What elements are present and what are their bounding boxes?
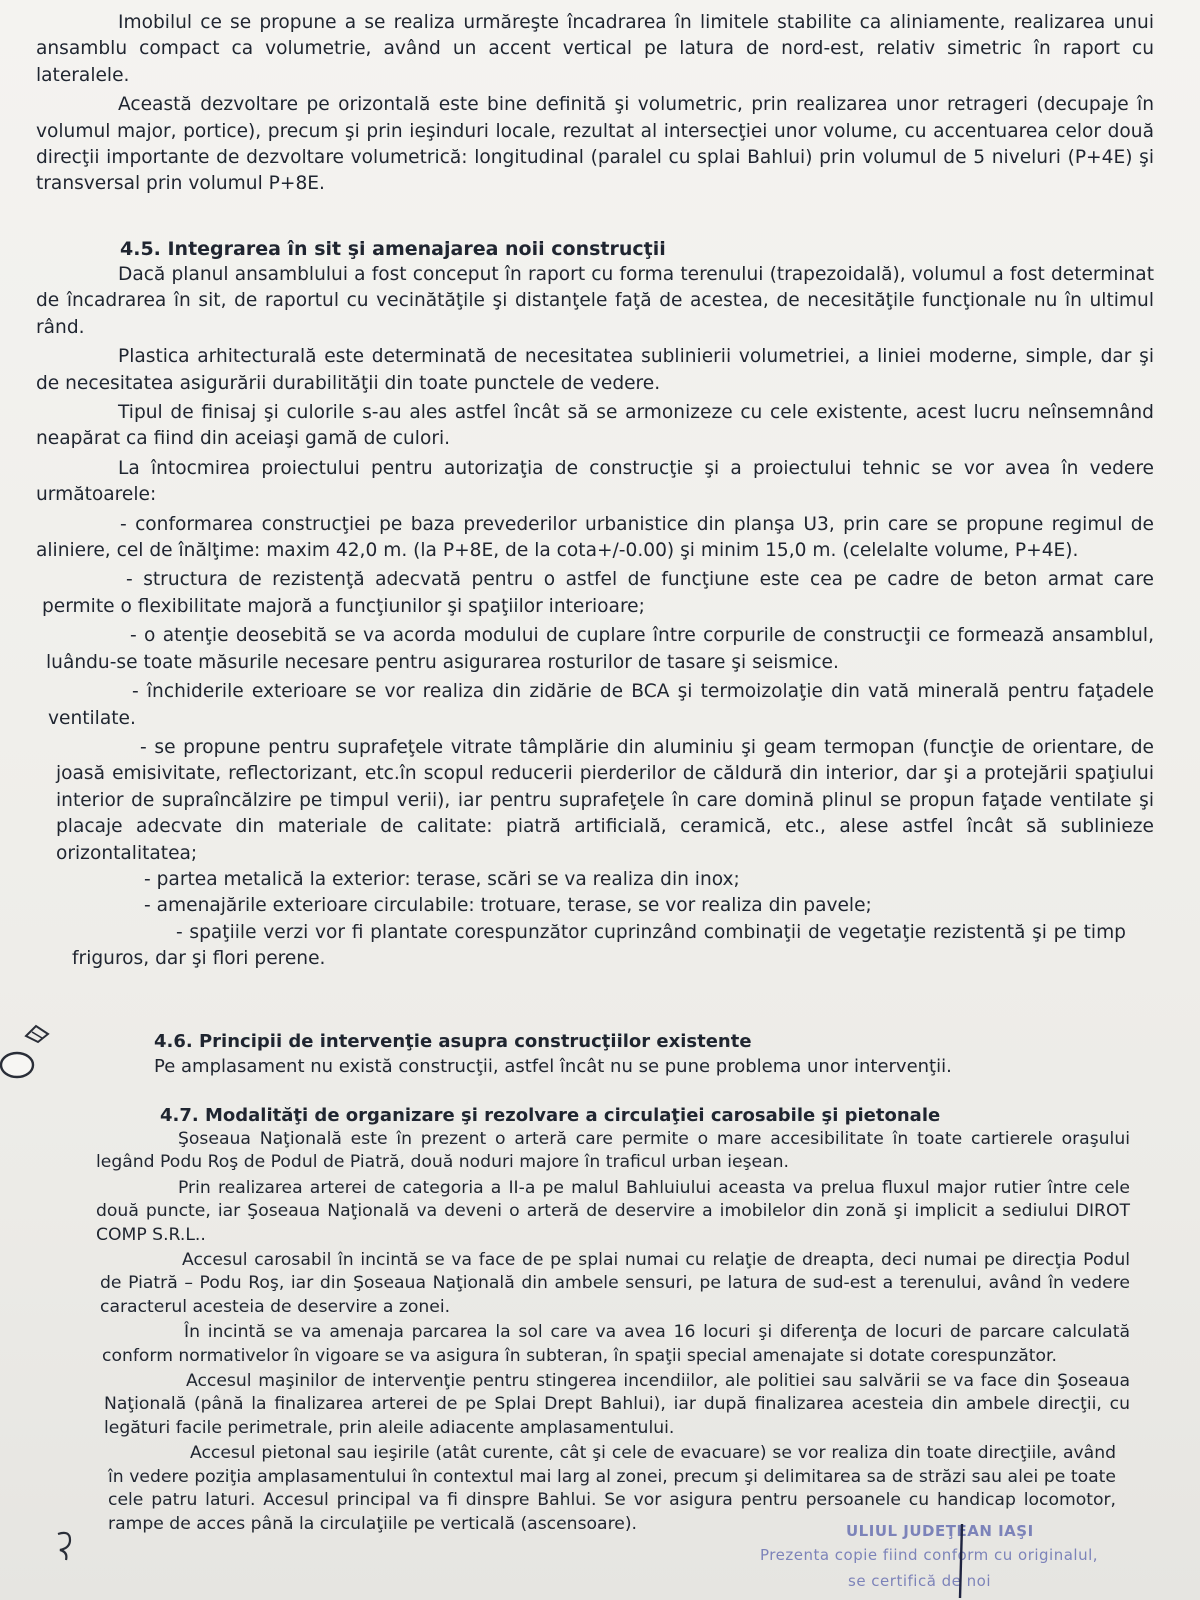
paragraph: Prin realizarea arterei de categoria a II-a pe malul Bahluiului aceasta va prelua fluxul major rutier între cele două puncte, iar Şoseaua Naţională va deveni o arteră de deservire a imobilelor din zonă şi implicit a sediului DIROT COMP S.R.L.. — [96, 1177, 1130, 1245]
paragraph: Pe amplasament nu există construcţii, astfel încât nu se pune problema unor intervenţii. — [154, 1056, 952, 1077]
punch-hole-icon — [0, 1050, 40, 1084]
stamp-line: Prezenta copie fiind conform cu originalul, — [760, 1546, 1099, 1564]
paragraph: Această dezvoltare pe orizontală este bine definită şi volumetric, prin realizarea unor retrageri (decupaje în volumul major, portice), precum şi prin ieşinduri locale, rezultat al intersecţiei unor volume, cu accentuarea celor două direcţii importante de dezvoltare volumetrică: longitudinal (paralel cu splai Bahlui) prin volumul de 5 niveluri (P+4E) şi transversal prin volumul P+8E. — [36, 94, 1154, 195]
list-item: - partea metalică la exterior: terase, scări se va realiza din inox; — [144, 868, 740, 890]
section-4-7 — [96, 1104, 1130, 1536]
paragraph: Tipul de finisaj şi culorile s-au ales astfel încât să se armonizeze cu cele existente, acest lucru neînsemnând neapărat ca fiind din aceiaşi gamă de culori. — [36, 402, 1154, 450]
section-heading: 4.7. Modalităţi de organizare şi rezolvare a circulaţiei carosabile şi pietonale — [160, 1105, 941, 1126]
list-item: - se propune pentru suprafeţele vitrate tâmplărie din aluminiu şi geam termopan (funcţie de orientare, de joasă emisivitate, reflectorizant, etc.în scopul reducerii pierderilor de căldură din interior, dar şi a protejării spaţiului interior de supraîncălzire pe timpul verii), iar pentru suprafeţele în care domină plinul se propun faţade ventilate şi placaje adecvate din materiale de calitate: piatră artificială, ceramică, etc., alese astfel încât să sublinieze orizontalitatea; — [56, 736, 1154, 864]
section-heading: 4.6. Principii de intervenţie asupra construcţiilor existente — [154, 1031, 752, 1052]
margin-pin-icon — [22, 1022, 52, 1048]
paragraph: Accesul carosabil în incintă se va face de pe splai numai cu relaţie de dreapta, deci numai pe direcţia Podul de Piatră – Podu Roş, iar din Şoseaua Naţională din ambele sensuri, pe latura de sud-est a terenului, având în vedere caracterul acesteia de deservire a zonei. — [100, 1250, 1130, 1317]
list-item: - amenajările exterioare circulabile: trotuare, terase, se vor realiza din pavele; — [144, 895, 872, 917]
paragraph: La întocmirea proiectului pentru autorizaţia de construcţie şi a proiectului tehnic se vor avea în vedere următoarele: — [36, 457, 1154, 506]
list-item: - închiderile exterioare se vor realiza din zidărie de BCA şi termoizolaţie din vată minerală pentru faţadele ventilate. — [48, 681, 1154, 729]
section-4-4 — [36, 10, 1154, 198]
list-item: - o atenţie deosebită se va acorda modului de cuplare între corpurile de construcţii ce formează ansamblul, luându-se toate măsurile necesare pentru asigurarea rosturilor de tasare şi seismice. — [46, 625, 1154, 673]
paragraph: Accesul pietonal sau ieşirile (atât curente, cât şi cele de evacuare) se vor realiza din toate direcţiile, având în vedere poziţia amplasamentului în contextul mai larg al zonei, precum şi delimitarea sa de străzi sau alei pe toate cele patru laturi. Accesul principal va fi dinspre Bahlui. Se vor asigura pentru persoanele cu handicap locomotor, rampe de acces până la circulaţiile pe verticală (ascensoare). — [108, 1443, 1116, 1534]
list-item: - conformarea construcţiei pe baza prevederilor urbanistice din planşa U3, prin care se propune regimul de aliniere, cel de înălţime: maxim 42,0 m. (la P+8E, de la cota+/-0.00) şi minim 15,0 m. (celelalte volume, P+4E). — [36, 513, 1154, 562]
margin-mark-icon — [50, 1528, 80, 1568]
stamp-line: ULIUL JUDEŢEAN IAŞI — [846, 1522, 1034, 1540]
list-item: - spaţiile verzi vor fi plantate corespunzător cuprinzând combinaţii de vegetaţie rezistentă şi pe timp friguros, dar şi flori perene. — [72, 921, 1126, 970]
paragraph: Dacă planul ansamblului a fost conceput în raport cu forma terenului (trapezoidală), volumul a fost determinat de încadrarea în sit, de raportul cu vecinătăţile şi distanţele faţă de acestea, de necesităţile funcţionale nu în ultimul rând. — [36, 264, 1154, 338]
paragraph: Imobilul ce se propune a se realiza urmăreşte încadrarea în limitele stabilite ca aliniamente, realizarea unui ansamblu compact ca volumetrie, având un accent vertical pe latura de nord-est, relativ simetric în raport cu lateralele. — [36, 12, 1154, 86]
section-4-6 — [154, 1030, 1164, 1079]
paragraph: Şoseaua Naţională este în prezent o arteră care permite o mare accesibilitate în toate cartierele oraşului legând Podu Roş de Podul de Piatră, două noduri majore în traficul urban ieşean. — [96, 1129, 1130, 1173]
signature-mark-icon — [948, 1520, 978, 1600]
section-4-5 — [36, 236, 1154, 973]
list-item: - structura de rezistenţă adecvată pentru o astfel de funcţiune este cea pe cadre de beton armat care permite o flexibilitate majoră a funcţiunilor şi spaţiilor interioare; — [42, 569, 1154, 617]
paragraph: În incintă se va amenaja parcarea la sol care va avea 16 locuri şi diferenţa de locuri de parcare calculată conform normativelor în vigoare se va asigura în subteran, în spaţii special amenajate si dotate corespunzător. — [102, 1322, 1130, 1366]
paragraph: Accesul maşinilor de intervenţie pentru stingerea incendiilor, ale politiei sau salvării se va face din Şoseaua Naţională (până la finalizarea arterei de pe Splai Drept Bahlui), iar după finalizarea acesteia din ambele direcţii, cu legături facile perimetrale, prin aleile adiacente amplasamentului. — [104, 1371, 1130, 1438]
stamp-line: se certifică de noi — [848, 1572, 992, 1590]
paragraph: Plastica arhitecturală este determinată de necesitatea sublinierii volumetriei, a liniei moderne, simple, dar şi de necesitatea asigurării durabilităţii din toate punctele de vedere. — [36, 346, 1154, 394]
section-heading: 4.5. Integrarea în sit şi amenajarea noii construcţii — [120, 238, 666, 260]
